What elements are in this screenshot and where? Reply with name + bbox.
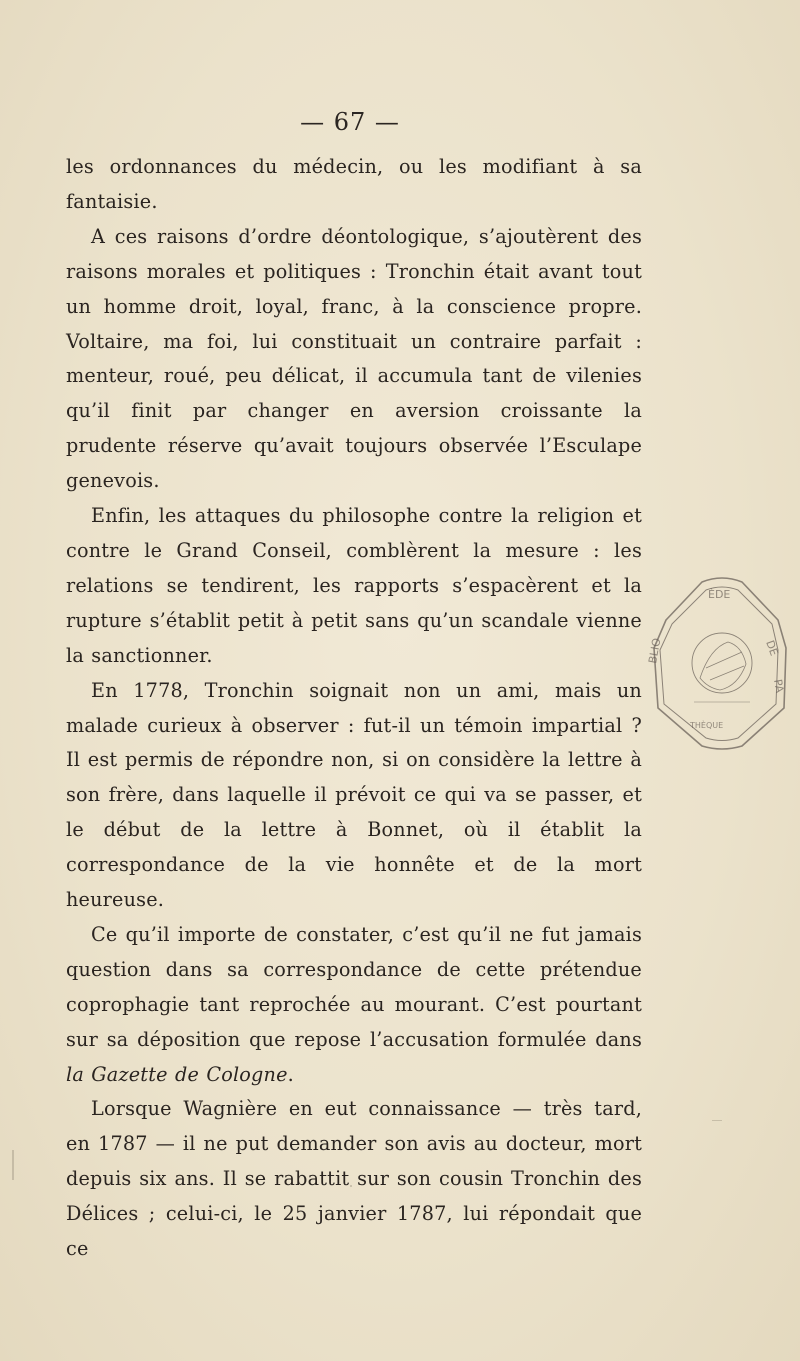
library-stamp: [646, 568, 794, 754]
body-text: [66, 150, 642, 1267]
paragraph: les ordonnances du médecin, ou les modifiant à sa fantaisie.: [66, 155, 642, 213]
paragraph-text: .: [287, 1062, 294, 1086]
paper-speck: [712, 1120, 722, 1121]
svg-text:PA: PA: [771, 678, 787, 694]
svg-text:BLIO: BLIO: [646, 637, 664, 665]
italic-citation: la Gazette de Cologne: [66, 1062, 288, 1086]
paragraph: Lorsque Wagnière en eut connaissance — très tard, en 1787 — il ne put demander son avis au docteur, mort depuis six ans. Il se rabattit sur son cousin Tronchin des Délices ; celui-ci, le 25 janvier 1787, lui répondait que ce: [66, 1097, 642, 1261]
svg-text:DE: DE: [763, 638, 781, 658]
paragraph: Enfin, les attaques du philosophe contre la religion et contre le Grand Conseil, comblèrent la mesure : les relations se tendirent, les rapports s’espacèrent et la rupture s’établit petit à petit sans qu’un scandale vienne la sanctionner.: [66, 504, 642, 667]
paper-speck: [12, 1150, 14, 1180]
svg-text:ÈDE: ÈDE: [708, 588, 731, 601]
paragraph: En 1778, Tronchin soignait non un ami, mais un malade curieux à observer : fut-il un témoin impartial ? Il est permis de répondre non, si on considère la lettre à son frère, dans laquelle il prévoit ce qui va se passer, et le début de la lettre à Bonnet, où il établit la correspondance de la vie honnête et de la mort heureuse.: [66, 678, 642, 912]
paragraph-text: Ce qu’il importe de constater, c’est qu’il ne fut jamais question dans sa correspondance de cette prétendue coprophagie tant reprochée au mourant. C’est pourtant sur sa déposition que repose l’accusation formulée dans: [66, 922, 642, 1051]
paragraph: A ces raisons d’ordre déontologique, s’ajoutèrent des raisons morales et politiques : Tronchin était avant tout un homme droit, loyal, franc, à la conscience propre. Voltaire, ma foi, lui constituait un contraire parfait : menteur, roué, peu délicat, il accumula tant de vilenies qu’il finit par changer en aversion croissante la prudente réserve qu’avait toujours observée l’Esculape genevois.: [66, 224, 642, 493]
paper-speck: [350, 1185, 352, 1187]
page-number: — 67 —: [300, 108, 400, 136]
paragraph: [66, 918, 642, 1093]
svg-text:THÈQUE: THÈQUE: [690, 721, 724, 730]
